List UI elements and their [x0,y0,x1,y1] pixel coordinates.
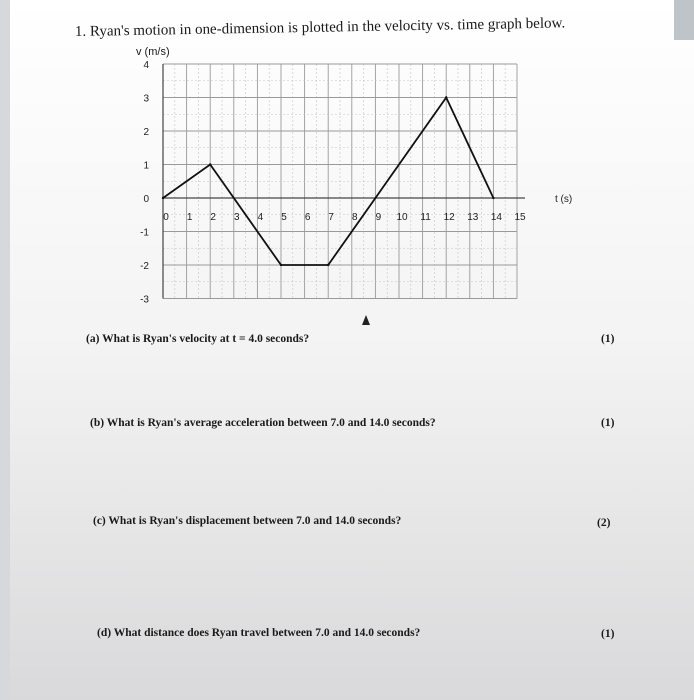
data-point [445,96,447,98]
marks-part-a: (1) [601,333,615,345]
x-tick-label: 4 [257,212,264,223]
question-part-a: (a) What is Ryan's velocity at t = 4.0 seconds? [86,333,310,345]
data-point [492,197,494,199]
chart-ticks [140,60,572,306]
x-tick-label: 14 [490,212,502,223]
chart-grid [163,64,517,299]
x-tick-label: 15 [514,212,526,223]
y-tick-label: 1 [143,160,149,172]
x-tick-label: 1 [186,212,193,223]
x-tick-label: 5 [281,212,287,223]
x-tick-label: 2 [210,212,216,223]
question-title: 1. Ryan's motion in one-dimension is plotted in the velocity vs. time graph below. [74,15,566,40]
question-part-c: (c) What is Ryan's displacement between 7.0 and 14.0 seconds? [93,515,402,527]
x-tick-label: 13 [467,212,479,223]
data-point [162,197,164,199]
y-tick-label: 4 [143,60,149,71]
y-tick-label: 3 [143,93,149,105]
x-tick-label: 7 [328,212,334,223]
x-tick-label: 8 [352,212,358,223]
x-tick-label: 10 [396,212,408,223]
y-tick-label: -3 [140,294,149,306]
x-tick-label: 9 [375,212,382,223]
x-tick-label: 3 [234,212,240,223]
y-tick-label: -1 [140,227,149,239]
mouse-cursor-icon [362,315,370,325]
velocity-time-graph [0,0,694,320]
y-tick-label: 2 [143,127,149,138]
marks-part-b: (1) [601,417,615,429]
question-part-b: (b) What is Ryan's average acceleration between 7.0 and 14.0 seconds? [90,417,436,429]
x-axis-label: t (s) [555,194,573,205]
y-axis-label: v (m/s) [136,46,170,58]
y-tick-label: -2 [140,261,149,272]
marks-part-d: (1) [601,628,615,640]
y-tick-label: 0 [143,194,149,205]
data-point [209,163,211,165]
question-part-d: (d) What distance does Ryan travel between 7.0 and 14.0 seconds? [97,627,421,639]
x-tick-label: 12 [443,212,455,223]
marks-part-c: (2) [597,517,611,529]
data-point [280,264,282,266]
x-tick-label: 6 [304,212,311,223]
data-point [327,264,329,266]
x-tick-label: 11 [420,212,431,223]
x-tick-label: 0 [163,212,169,223]
